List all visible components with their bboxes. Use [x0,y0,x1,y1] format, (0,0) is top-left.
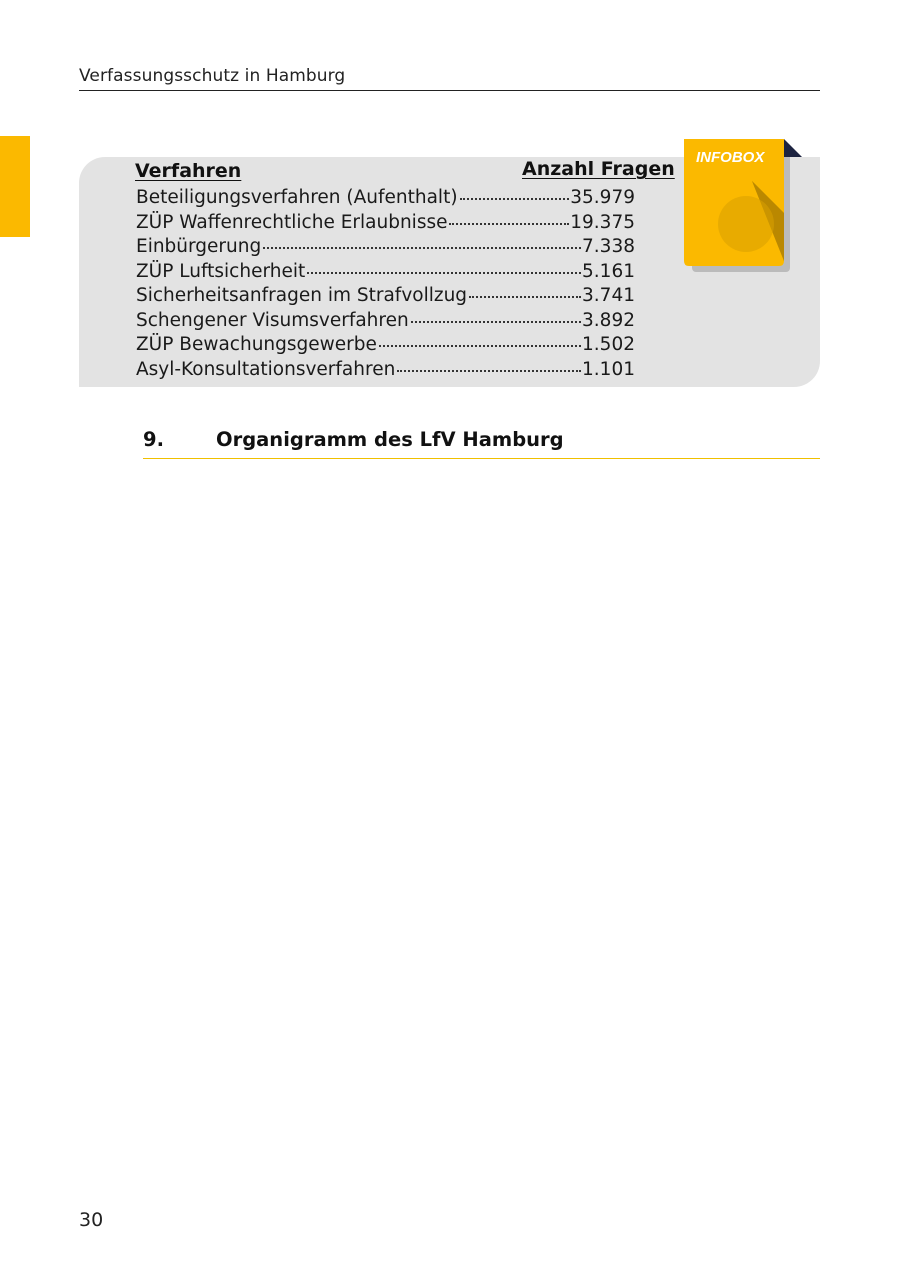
row-label: ZÜP Luftsicherheit [136,260,306,282]
infobox-badge-label: INFOBOX [696,149,765,166]
header-rule [79,90,820,91]
table-row [136,310,635,335]
dot-leader [460,198,570,200]
row-value: 5.161 [582,260,635,282]
row-label: Beteiligungsverfahren (Aufenthalt) [136,187,458,208]
row-label: ZÜP Waffenrechtliche Erlaubnisse [136,211,448,233]
running-header: Verfassungsschutz in Hamburg [79,66,346,86]
table-row [136,187,635,212]
row-value: 35.979 [570,187,635,208]
row-label: Sicherheitsanfragen im Strafvollzug [136,285,468,306]
row-value: 3.741 [582,285,635,306]
column-header-procedure: Verfahren [135,160,242,182]
table-row [136,334,635,359]
row-label: Asyl-Konsultationsverfahren [136,358,396,380]
dot-leader [397,370,581,372]
row-value: 3.892 [582,309,635,331]
dot-leader [449,223,569,225]
section-title: Organigramm des LfV Hamburg [216,428,564,451]
row-value: 7.338 [582,236,635,257]
row-label: Einbürgerung [136,236,262,257]
row-value: 1.101 [582,358,635,380]
column-header-count: Anzahl Fragen [522,158,675,180]
table-row [136,236,635,261]
infobox-badge-icon [684,139,802,273]
dot-leader [411,321,581,323]
row-value: 1.502 [582,334,635,355]
table-row [136,261,635,286]
table-row [136,285,635,310]
table-row [136,359,635,384]
chapter-side-tab [0,136,30,237]
dot-leader [379,345,581,347]
dot-leader [307,272,581,274]
row-label: ZÜP Bewachungsgewerbe [136,334,377,355]
row-value: 19.375 [570,211,635,233]
section-rule [143,458,820,459]
row-label: Schengener Visumsverfahren [136,309,409,331]
dot-leader [469,296,581,298]
table-row [136,212,635,237]
page-number: 30 [79,1209,104,1231]
dot-leader [263,247,581,249]
infobox-table [136,187,635,383]
section-number: 9. [143,428,164,451]
